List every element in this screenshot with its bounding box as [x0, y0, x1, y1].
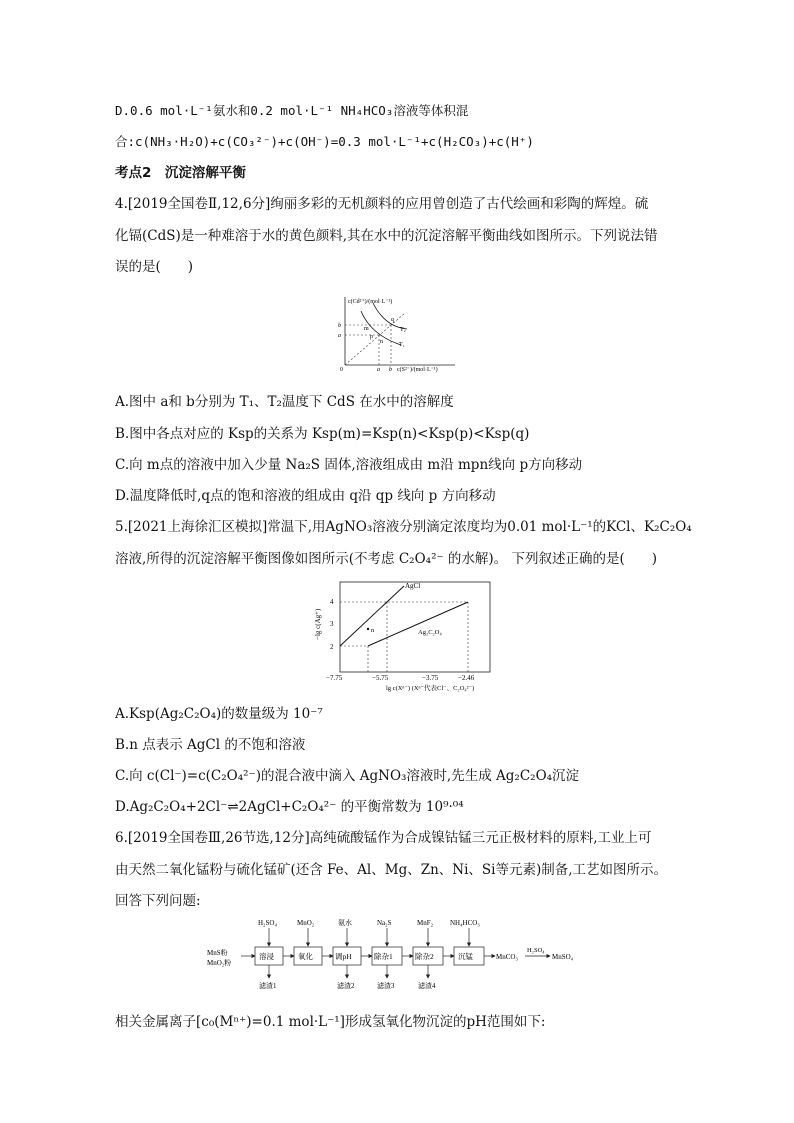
q4-option-a: A.图中 a和 b分别为 T₁、T₂温度下 CdS 在水中的溶解度 [115, 394, 454, 410]
y-axis-label: −lg c(Ag⁺) [314, 608, 322, 640]
q5-option-a: A.Ksp(Ag₂C₂O₄)的数量级为 10⁻⁷ [115, 706, 323, 722]
svg-text:除杂2: 除杂2 [415, 952, 434, 961]
legend-ag2c2o4: Ag₂C₂O₄ [418, 629, 442, 636]
q5-stem-2: 溶液,所得的沉淀溶解平衡图像如图所示(不考虑 C₂O₄²⁻ 的水解)。 下列叙述正确的是( ) [115, 551, 657, 567]
q6-stem-3: 回答下列问题: [115, 893, 201, 909]
diagonal [345, 313, 405, 365]
q5-stem-1: 5.[2021上海徐汇区模拟]常温下,用AgNO₃溶液分别滴定浓度均为0.01 mol·L⁻¹的KCl、K₂C₂O₄ [115, 519, 692, 535]
flow-step-1 [255, 947, 283, 965]
residue-outputs [259, 965, 436, 990]
origin-label: 0 [340, 367, 343, 373]
svg-text:溶浸: 溶浸 [259, 952, 274, 961]
svg-text:Na₂S: Na₂S [377, 919, 392, 927]
process-flow-diagram [205, 915, 580, 995]
label-t1: T₁ [399, 342, 405, 348]
svg-text:调pH: 调pH [335, 952, 352, 961]
flow-step-2 [294, 947, 322, 965]
final-reagent: H₂SO₄ [527, 947, 545, 954]
q6-stem-2: 由天然二氧化锰粉与硫化锰矿(还含 Fe、Al、Mg、Zn、Ni、Si等元素)制备,工艺如图所示。 [115, 862, 668, 878]
series-agcl [340, 586, 404, 646]
x-tick-2: −5.75 [372, 674, 389, 682]
plot-frame [340, 582, 490, 672]
figure-ag-titration [308, 578, 493, 693]
svg-text:滤渣3: 滤渣3 [377, 982, 395, 990]
svg-text:MnF₂: MnF₂ [417, 919, 434, 927]
svg-text:MnO₂: MnO₂ [297, 919, 315, 927]
x-tick-a: a [377, 367, 380, 373]
svg-text:NH₄HCO₃: NH₄HCO₃ [450, 919, 480, 927]
product-mnco3: MnCO₃ [496, 953, 518, 961]
input-mns: MnS粉 [207, 949, 228, 957]
flow-step-6 [454, 947, 484, 965]
flow-step-3 [333, 947, 361, 965]
series-ag2c2o4 [368, 602, 468, 646]
x-tick-3: −3.75 [422, 674, 439, 682]
q4-option-c: C.向 m点的溶液中加入少量 Na₂S 固体,溶液组成由 m沿 mpn线向 p方向移动 [115, 457, 583, 473]
x-tick-4: −2.46 [458, 674, 475, 682]
y-tick-3: 3 [330, 620, 334, 628]
q4-stem-1: 4.[2019全国卷Ⅱ,12,6分]绚丽多彩的无机颜料的应用曾创造了古代绘画和彩陶的辉煌。硫 [115, 196, 649, 212]
point-n [367, 628, 369, 630]
label-m: m [364, 326, 369, 332]
q6-stem-1: 6.[2019全国卷Ⅲ,26节选,12分]高纯硫酸锰作为合成镍钴锰三元正极材料的原料,工业上可 [115, 830, 652, 846]
x-axis-label: c(S²⁻)/(mol·L⁻¹) [397, 367, 438, 373]
q5-option-d: D.Ag₂C₂O₄+2Cl⁻⇌2AgCl+C₂O₄²⁻ 的平衡常数为 10⁹·⁰⁴ [115, 799, 464, 815]
svg-text:氧化: 氧化 [298, 952, 313, 961]
flow-step-5 [413, 947, 443, 965]
reagent-inputs [258, 918, 480, 946]
line-d-prev-a: D.0.6 mol·L⁻¹氨水和0.2 mol·L⁻¹ NH₄HCO₃溶液等体积混 [115, 103, 469, 118]
tick-b: b [338, 323, 341, 329]
svg-text:滤渣4: 滤渣4 [418, 982, 436, 990]
label-n: n [380, 339, 383, 345]
label-q: q [391, 317, 394, 323]
x-tick-b: b [389, 367, 392, 373]
y-tick-4: 4 [330, 598, 334, 606]
svg-text:氨水: 氨水 [338, 919, 352, 927]
svg-text:滤渣2: 滤渣2 [337, 982, 355, 990]
svg-text:H₂SO₄: H₂SO₄ [258, 919, 277, 927]
section-heading: 考点2 沉淀溶解平衡 [115, 165, 246, 181]
q4-stem-3: 误的是( ) [115, 259, 194, 275]
point-n-label: n [371, 627, 375, 634]
x-tick-1: −7.75 [326, 674, 343, 682]
input-mno2: MnO₂粉 [207, 959, 232, 967]
q5-option-c: C.向 c(Cl⁻)=c(C₂O₄²⁻)的混合液中滴入 AgNO₃溶液时,先生成 Ag₂C₂O₄沉淀 [115, 768, 580, 784]
label-p: p [370, 334, 373, 340]
q4-option-b: B.图中各点对应的 Ksp的关系为 Ksp(m)=Ksp(n)<Ksp(p)<Ksp(q) [115, 426, 530, 442]
label-t2: T₂ [400, 327, 406, 333]
q6-stem-4: 相关金属离子[c₀(Mⁿ⁺)=0.1 mol·L⁻¹]形成氢氧化物沉淀的pH范围如下: [115, 1014, 546, 1030]
q4-stem-2: 化镉(CdS)是一种难溶于水的黄色颜料,其在水中的沉淀溶解平衡曲线如图所示。下列说法错 [115, 228, 658, 244]
q5-option-b: B.n 点表示 AgCl 的不饱和溶液 [115, 737, 306, 753]
figure-cds-solubility [333, 293, 458, 373]
y-tick-2: 2 [330, 643, 334, 651]
q4-option-d: D.温度降低时,q点的饱和溶液的组成由 q沿 qp 线向 p 方向移动 [115, 488, 496, 504]
tick-a: a [338, 333, 341, 339]
svg-text:滤渣1: 滤渣1 [259, 982, 277, 990]
line-d-prev-b: 合:c(NH₃·H₂O)+c(CO₃²⁻)+c(OH⁻)=0.3 mol·L⁻¹+c(H₂CO₃)+c(H⁺) [115, 134, 534, 149]
flow-step-4 [372, 947, 402, 965]
product-mnso4: MnSO₄ [552, 953, 574, 961]
svg-text:除杂1: 除杂1 [374, 952, 393, 961]
x-axis-label: lg c(Xⁿ⁻) (Xⁿ⁻代表Cl⁻、C₂O₄²⁻) [386, 685, 475, 692]
legend-agcl: AgCl [405, 582, 421, 590]
y-axis-label: c(Cd²⁺)/(mol·L⁻¹) [348, 299, 393, 305]
svg-text:沉锰: 沉锰 [458, 952, 473, 961]
